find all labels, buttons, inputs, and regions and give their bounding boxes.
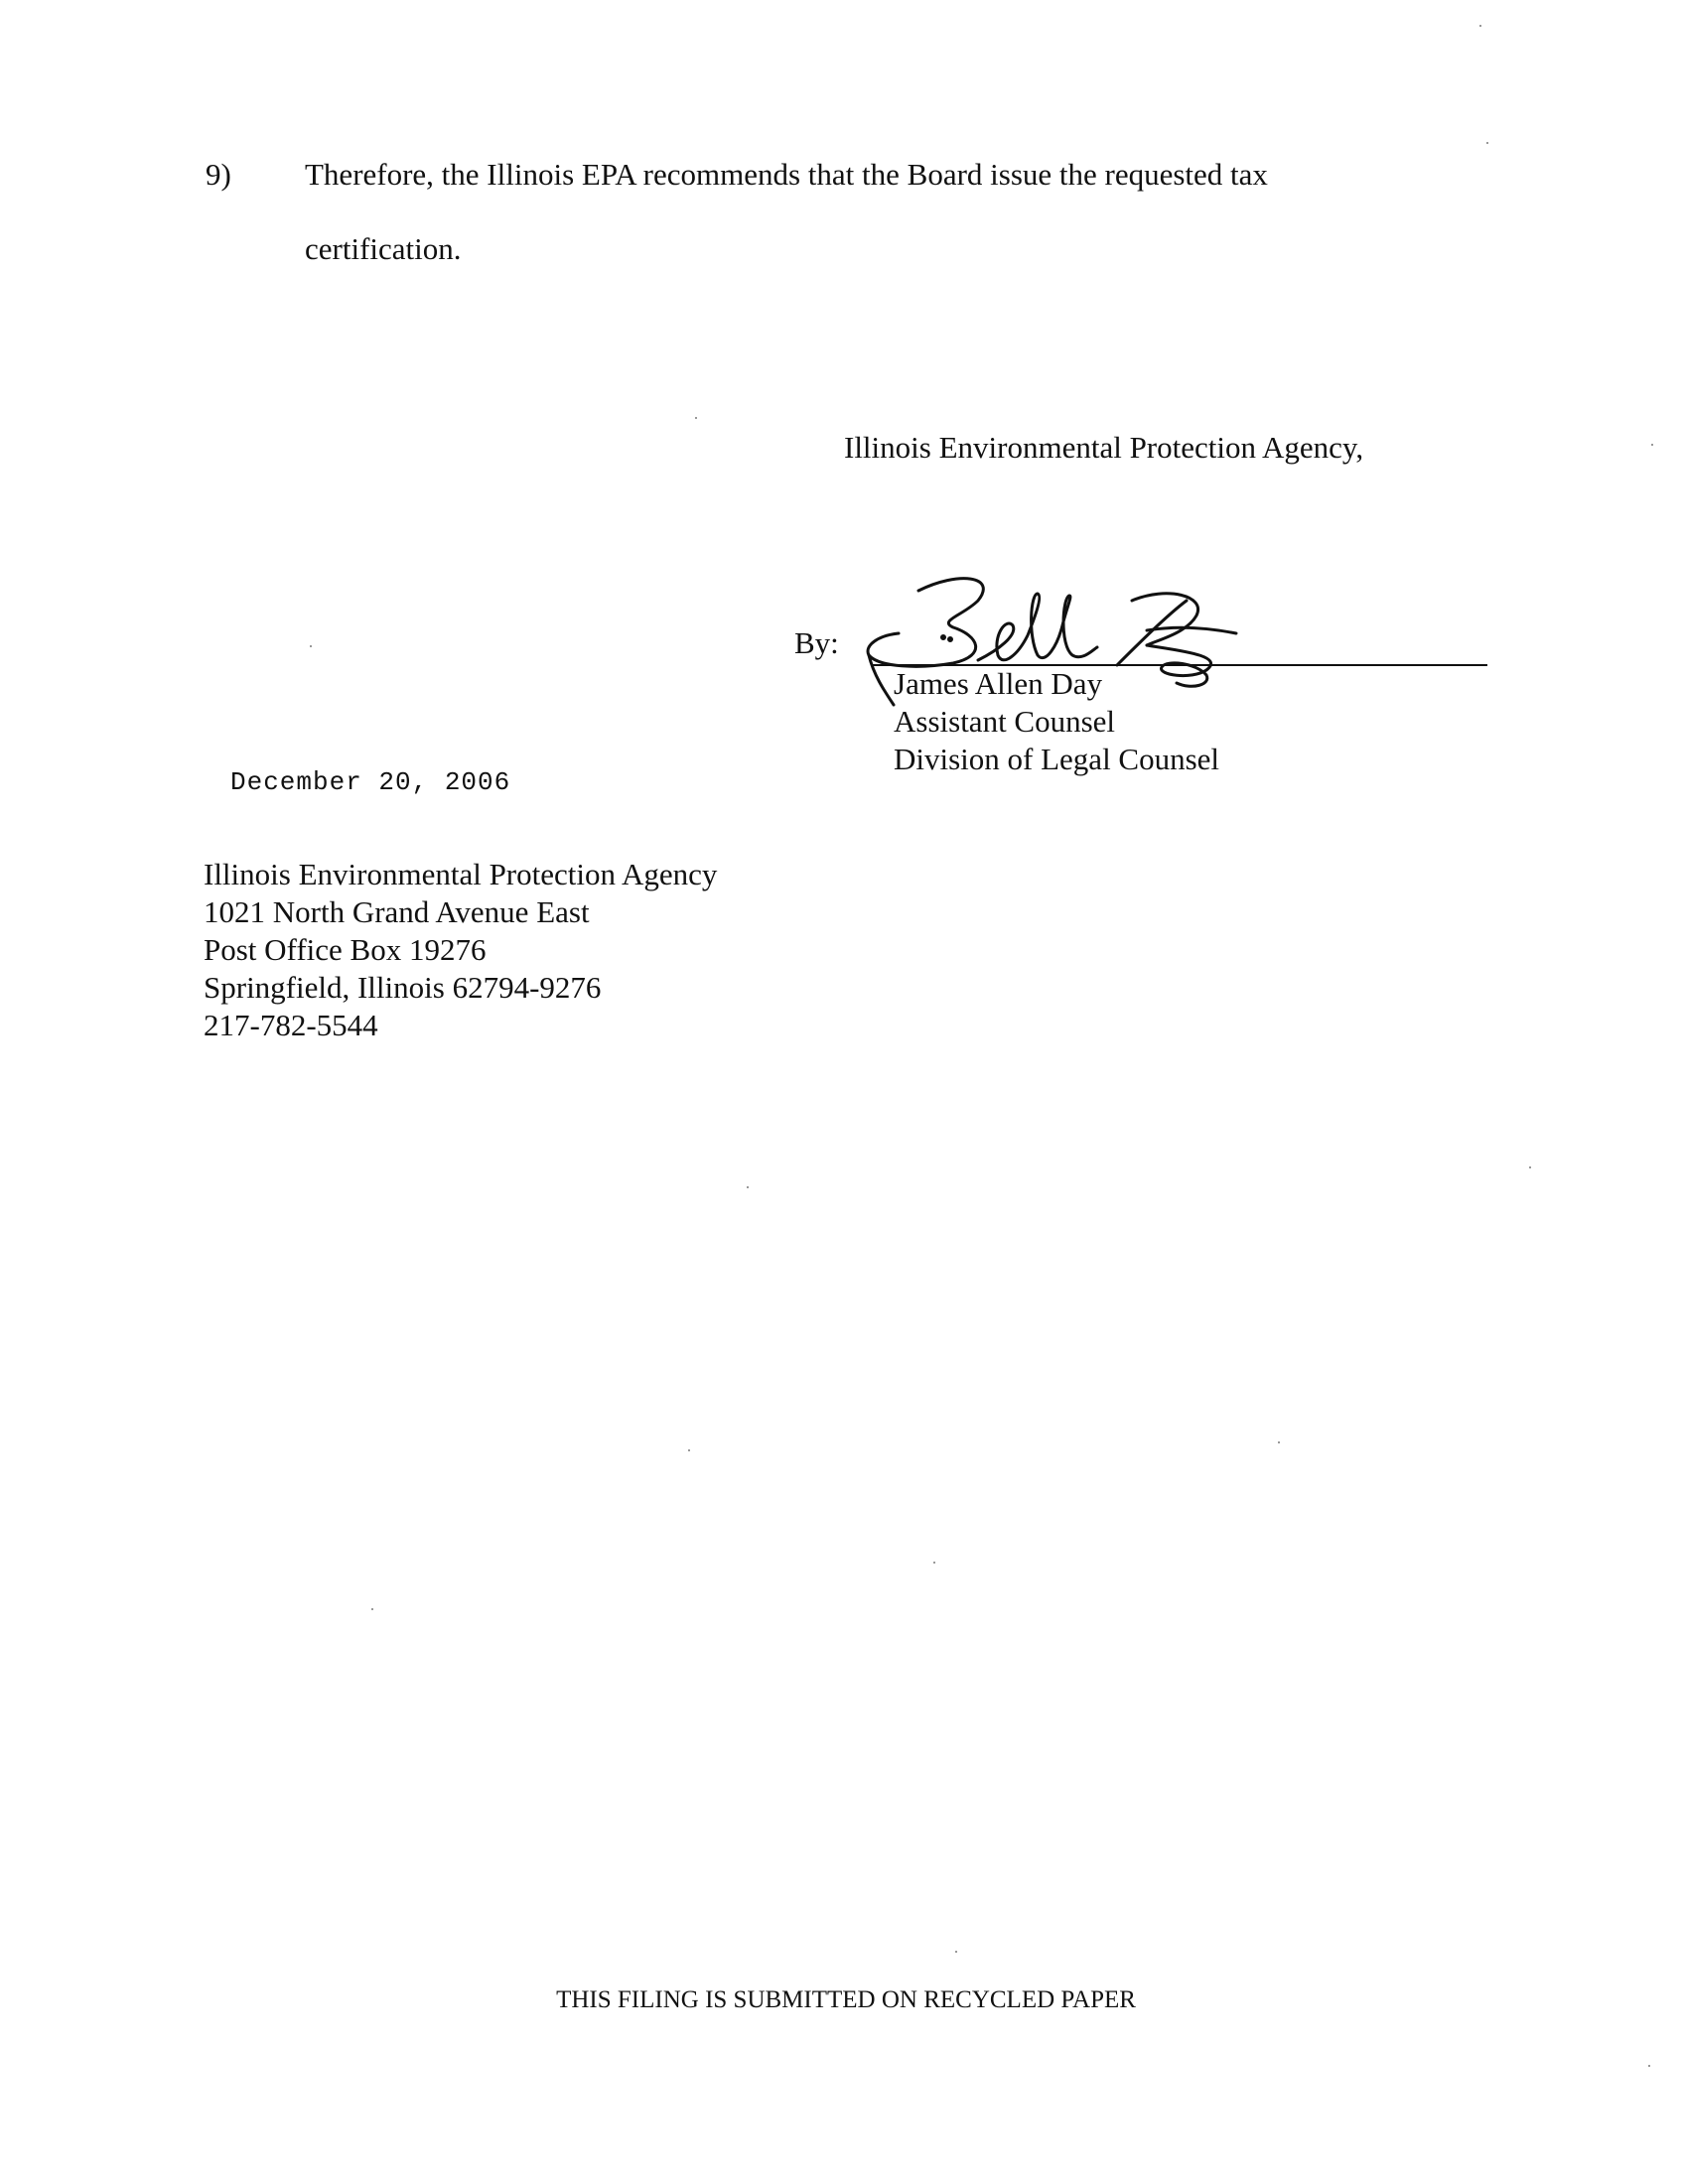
scan-speck (1278, 1441, 1280, 1443)
scan-speck (955, 1951, 957, 1953)
scan-speck (371, 1608, 373, 1610)
by-label: By: (794, 625, 839, 660)
scan-speck (933, 1562, 935, 1564)
signatory-agency: Illinois Environmental Protection Agency, (844, 430, 1364, 465)
signer-title: Assistant Counsel (894, 704, 1116, 739)
footer-notice (0, 1987, 1684, 2012)
scan-speck (695, 417, 697, 419)
scan-speck (688, 1449, 690, 1451)
scan-speck (1486, 142, 1488, 144)
signer-name: James Allen Day (894, 666, 1103, 701)
document-date: December 20, 2006 (230, 767, 511, 797)
scan-speck (1479, 25, 1481, 27)
signer-block (894, 665, 1219, 778)
mailing-address (204, 856, 717, 1044)
paragraph-number: 9) (206, 157, 231, 192)
address-line: Springfield, Illinois 62794-9276 (204, 970, 602, 1005)
signer-division: Division of Legal Counsel (894, 742, 1220, 776)
paragraph-text-line-1: Therefore, the Illinois EPA recommends that the Board issue the requested tax (305, 157, 1268, 192)
footer-text: THIS FILING IS SUBMITTED ON RECYCLED PAPER (556, 1986, 1136, 2013)
scan-speck (1651, 444, 1653, 446)
scan-speck (1648, 2065, 1650, 2067)
address-line: Illinois Environmental Protection Agency (204, 857, 718, 891)
scan-speck (310, 645, 312, 647)
paragraph-text-line-2: certification. (305, 231, 462, 266)
scan-speck (747, 1186, 749, 1188)
address-line: Post Office Box 19276 (204, 932, 487, 967)
scan-speck (1529, 1166, 1531, 1168)
address-line: 1021 North Grand Avenue East (204, 894, 590, 929)
phone-number: 217-782-5544 (204, 1008, 378, 1042)
